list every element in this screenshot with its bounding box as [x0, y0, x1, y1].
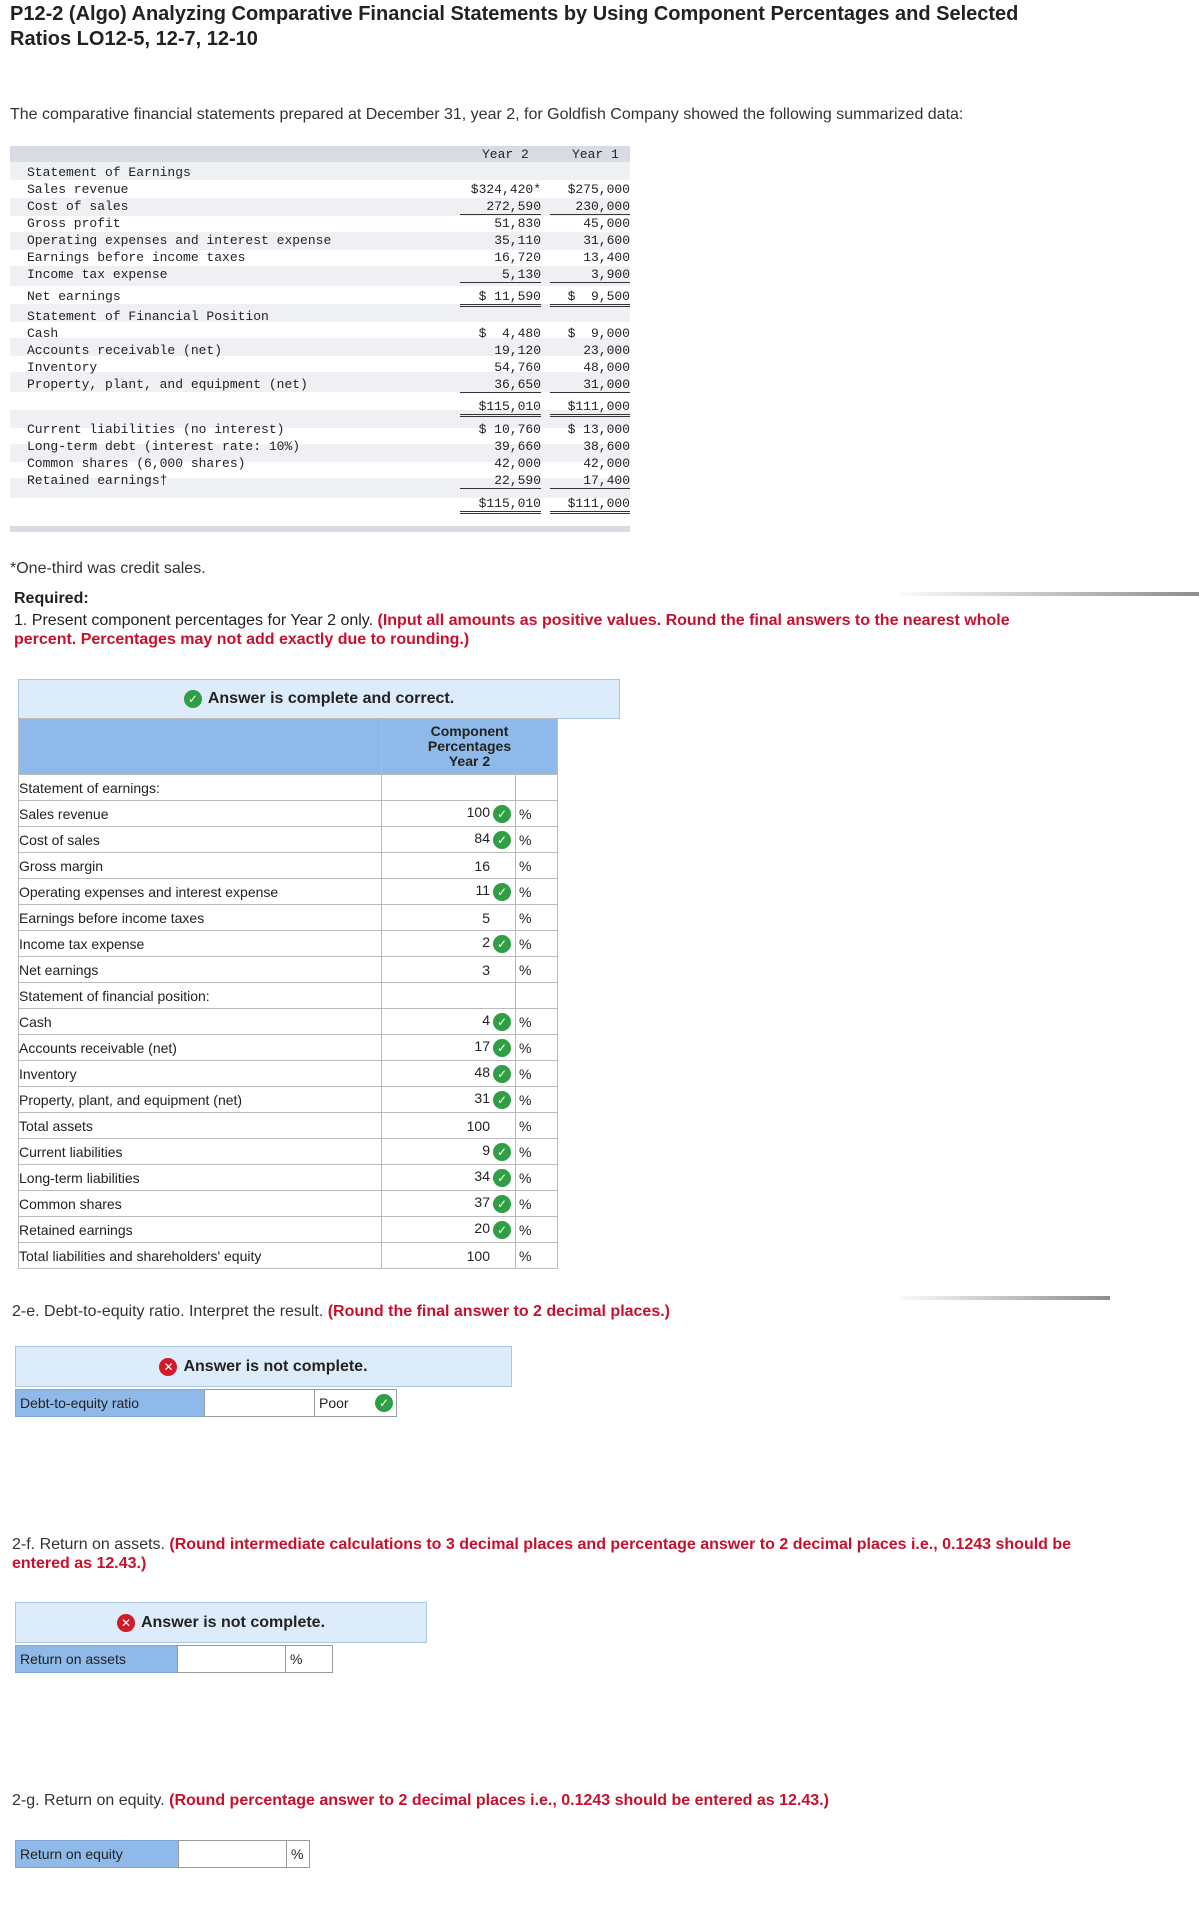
page-title: P12-2 (Algo) Analyzing Comparative Financial Statements by Using Component Percentages and Selected Ratios LO12-5, 12-7, 12-10: [10, 3, 1019, 50]
footnote: *One-third was credit sales.: [10, 560, 206, 577]
row-label: Current liabilities: [19, 1139, 382, 1165]
percent-sign: [516, 983, 558, 1009]
return-on-assets-pct: %: [285, 1645, 333, 1673]
statement-row-label: Statement of Earnings: [27, 165, 191, 180]
statement-value-year1: 17,400: [550, 473, 630, 489]
check-icon: ✓: [493, 1039, 511, 1057]
percent-sign: %: [516, 827, 558, 853]
percentage-input[interactable]: 9 ✓: [382, 1139, 516, 1165]
statement-value-year1: 45,000: [583, 216, 630, 231]
answer-incomplete-banner-2e: ✕ Answer is not complete.: [15, 1346, 512, 1387]
statement-value-year2: $ 11,590: [460, 289, 541, 307]
question-2f: 2-f. Return on assets. (Round intermediate calculations to 3 decimal places and percentage answer to 2 decimal places i.e., 0.1243 should be entered as 12.43.): [12, 1536, 1072, 1572]
statement-value-year2: 42,000: [494, 456, 541, 471]
percentage-input[interactable]: 84 ✓: [382, 827, 516, 853]
table-row: [19, 983, 558, 1009]
cut-off-text: [10, 576, 430, 582]
check-icon: ✓: [493, 1169, 511, 1187]
check-icon: ✓: [493, 1065, 511, 1083]
percent-sign: %: [516, 905, 558, 931]
return-on-assets-input[interactable]: [177, 1645, 287, 1673]
statement-row-label: Earnings before income taxes: [27, 250, 246, 265]
statement-value-year2: $115,010: [460, 496, 541, 514]
statement-row-label: Income tax expense: [27, 267, 168, 282]
percentage-input[interactable]: 100: [382, 1243, 516, 1269]
table-row: [19, 879, 558, 905]
row-label: Accounts receivable (net): [19, 1035, 382, 1061]
table-row: [19, 775, 558, 801]
percentage-input[interactable]: 37 ✓: [382, 1191, 516, 1217]
statement-value-year2: 36,650: [460, 377, 541, 393]
table-row: [19, 1243, 558, 1269]
percentage-input[interactable]: 11 ✓: [382, 879, 516, 905]
question-2e: 2-e. Debt-to-equity ratio. Interpret the result. (Round the final answer to 2 decimal places.): [12, 1303, 670, 1320]
required-1-text: 1. Present component percentages for Year 2 only. (Input all amounts as positive values. Round the final answers to the nearest whole percent. Percentages may not add exactly due to rounding.): [14, 612, 1010, 648]
percentage-input[interactable]: 100 ✓: [382, 801, 516, 827]
percentage-input[interactable]: 3: [382, 957, 516, 983]
percent-sign: %: [516, 1217, 558, 1243]
check-icon: ✓: [493, 1195, 511, 1213]
intro-text: The comparative financial statements prepared at December 31, year 2, for Goldfish Company showed the following summarized data:: [10, 106, 964, 123]
check-icon: ✓: [493, 805, 511, 823]
statement-value-year1: 31,000: [550, 377, 630, 393]
percent-sign: %: [516, 1113, 558, 1139]
percentage-input[interactable]: 4 ✓: [382, 1009, 516, 1035]
statement-value-year2: 5,130: [460, 267, 541, 283]
table-row: [19, 1113, 558, 1139]
statement-value-year1: $ 9,500: [550, 289, 630, 307]
percentage-input[interactable]: 48 ✓: [382, 1061, 516, 1087]
percentage-input[interactable]: 100: [382, 1113, 516, 1139]
statement-value-year1: 23,000: [583, 343, 630, 358]
table-row: [19, 1035, 558, 1061]
check-icon: ✓: [493, 935, 511, 953]
percentage-input[interactable]: 20 ✓: [382, 1217, 516, 1243]
component-percentages-table: [18, 718, 558, 1269]
percent-sign: %: [516, 1191, 558, 1217]
percent-sign: %: [516, 1087, 558, 1113]
statement-value-year1: 230,000: [550, 199, 630, 215]
statement-row-label: Cost of sales: [27, 199, 129, 214]
statement-value-year2: 35,110: [494, 233, 541, 248]
row-label: Total liabilities and shareholders' equity: [19, 1243, 382, 1269]
table-row: [19, 905, 558, 931]
return-on-equity-pct: %: [286, 1840, 310, 1868]
statement-row-label: Property, plant, and equipment (net): [27, 377, 308, 392]
row-label: Common shares: [19, 1191, 382, 1217]
check-icon: ✓: [493, 1091, 511, 1109]
table-row: [19, 1061, 558, 1087]
row-label: Operating expenses and interest expense: [19, 879, 382, 905]
table-row: [19, 1139, 558, 1165]
percentage-input[interactable]: 16: [382, 853, 516, 879]
statement-value-year2: 272,590: [460, 199, 541, 215]
table-row: [19, 1165, 558, 1191]
row-label: Statement of earnings:: [19, 775, 382, 801]
table-row: [19, 957, 558, 983]
row-label: Retained earnings: [19, 1217, 382, 1243]
x-icon: ✕: [159, 1358, 177, 1376]
statement-row-label: Long-term debt (interest rate: 10%): [27, 439, 301, 454]
table-row: [19, 827, 558, 853]
table-row: [19, 801, 558, 827]
debt-to-equity-input[interactable]: [204, 1389, 316, 1417]
return-on-equity-input[interactable]: [178, 1840, 288, 1868]
row-label: Cash: [19, 1009, 382, 1035]
row-label: Net earnings: [19, 957, 382, 983]
answer-incomplete-banner-2f: ✕ Answer is not complete.: [15, 1602, 427, 1643]
financial-statement: [10, 146, 630, 532]
row-label: Property, plant, and equipment (net): [19, 1087, 382, 1113]
statement-value-year1: $111,000: [550, 496, 630, 514]
percent-sign: [516, 775, 558, 801]
table-row: [19, 853, 558, 879]
percent-sign: %: [516, 1009, 558, 1035]
statement-value-year2: $ 10,760: [478, 422, 541, 437]
check-icon: ✓: [375, 1394, 393, 1412]
statement-value-year1: $ 9,000: [567, 326, 630, 341]
percentage-input[interactable]: 5: [382, 905, 516, 931]
statement-row-label: Net earnings: [27, 289, 121, 304]
percent-sign: %: [516, 1035, 558, 1061]
question-2g: 2-g. Return on equity. (Round percentage answer to 2 decimal places i.e., 0.1243 should be entered as 12.43.): [12, 1792, 829, 1809]
table-row: [19, 1217, 558, 1243]
table-row: [19, 1009, 558, 1035]
percent-sign: %: [516, 1139, 558, 1165]
row-label: Income tax expense: [19, 931, 382, 957]
statement-value-year1: 31,600: [583, 233, 630, 248]
statement-value-year1: 38,600: [583, 439, 630, 454]
return-on-equity-label: Return on equity: [15, 1840, 179, 1868]
return-on-assets-label: Return on assets: [15, 1645, 178, 1673]
statement-value-year2: 19,120: [494, 343, 541, 358]
blank-cell: [382, 983, 516, 1009]
percent-sign: %: [516, 931, 558, 957]
column-year1: Year 1: [572, 147, 619, 162]
statement-row-label: Current liabilities (no interest): [27, 422, 285, 437]
statement-value-year1: $111,000: [550, 399, 630, 417]
statement-row-label: Accounts receivable (net): [27, 343, 223, 358]
percent-sign: %: [516, 957, 558, 983]
row-label: Long-term liabilities: [19, 1165, 382, 1191]
shadow-divider-2: [900, 1296, 1110, 1300]
statement-value-year2: 51,830: [494, 216, 541, 231]
statement-value-year2: 39,660: [494, 439, 541, 454]
row-label: Earnings before income taxes: [19, 905, 382, 931]
table-row: [19, 1191, 558, 1217]
statement-row-label: Gross profit: [27, 216, 121, 231]
percent-sign: %: [516, 853, 558, 879]
statement-row-label: Sales revenue: [27, 182, 129, 197]
statement-row-label: Common shares (6,000 shares): [27, 456, 246, 471]
statement-value-year2: $ 4,480: [478, 326, 541, 341]
table-label-header: [19, 719, 382, 775]
check-icon: ✓: [493, 883, 511, 901]
statement-value-year1: $ 13,000: [567, 422, 630, 437]
statement-row-label: Operating expenses and interest expense: [27, 233, 332, 248]
required-title: Required:: [14, 590, 89, 607]
percentage-input[interactable]: 31 ✓: [382, 1087, 516, 1113]
check-icon: ✓: [493, 1013, 511, 1031]
row-label: Total assets: [19, 1113, 382, 1139]
statement-value-year1: 13,400: [583, 250, 630, 265]
statement-row-label: Statement of Financial Position: [27, 309, 269, 324]
blank-cell: [382, 775, 516, 801]
percent-sign: %: [516, 879, 558, 905]
row-label: Inventory: [19, 1061, 382, 1087]
answer-complete-banner: ✓ Answer is complete and correct.: [18, 679, 620, 719]
statement-value-year1: 3,900: [550, 267, 630, 283]
percent-sign: %: [516, 1061, 558, 1087]
x-icon: ✕: [117, 1614, 135, 1632]
statement-value-year2: 16,720: [494, 250, 541, 265]
percentage-input[interactable]: 17 ✓: [382, 1035, 516, 1061]
statement-value-year2: 22,590: [460, 473, 541, 489]
statement-value-year1: 48,000: [583, 360, 630, 375]
statement-value-year1: 42,000: [583, 456, 630, 471]
percentage-input[interactable]: 2 ✓: [382, 931, 516, 957]
component-percentages-header: Component Percentages Year 2: [382, 719, 558, 775]
check-icon: ✓: [493, 1221, 511, 1239]
debt-to-equity-label: Debt-to-equity ratio: [15, 1389, 205, 1417]
table-row: [19, 1087, 558, 1113]
row-label: Cost of sales: [19, 827, 382, 853]
percentage-input[interactable]: 34 ✓: [382, 1165, 516, 1191]
statement-row-label: Cash: [27, 326, 59, 341]
shadow-divider: [900, 592, 1199, 596]
row-label: Statement of financial position:: [19, 983, 382, 1009]
statement-value-year2: 54,760: [494, 360, 541, 375]
percent-sign: %: [516, 801, 558, 827]
statement-value-year1: $275,000: [567, 182, 630, 197]
statement-value-year2: $115,010: [460, 399, 541, 417]
percent-sign: %: [516, 1165, 558, 1191]
table-row: [19, 931, 558, 957]
column-year2: Year 2: [482, 147, 529, 162]
check-icon: ✓: [493, 1143, 511, 1161]
debt-to-equity-interpretation-select[interactable]: Poor ✓: [314, 1389, 397, 1417]
row-label: Sales revenue: [19, 801, 382, 827]
percent-sign: %: [516, 1243, 558, 1269]
statement-row-label: Retained earnings†: [27, 473, 168, 488]
check-icon: ✓: [184, 690, 202, 708]
statement-header-bar: [10, 146, 630, 162]
check-icon: ✓: [493, 831, 511, 849]
statement-row-label: Inventory: [27, 360, 98, 375]
statement-value-year2: $324,420*: [470, 182, 541, 197]
row-label: Gross margin: [19, 853, 382, 879]
